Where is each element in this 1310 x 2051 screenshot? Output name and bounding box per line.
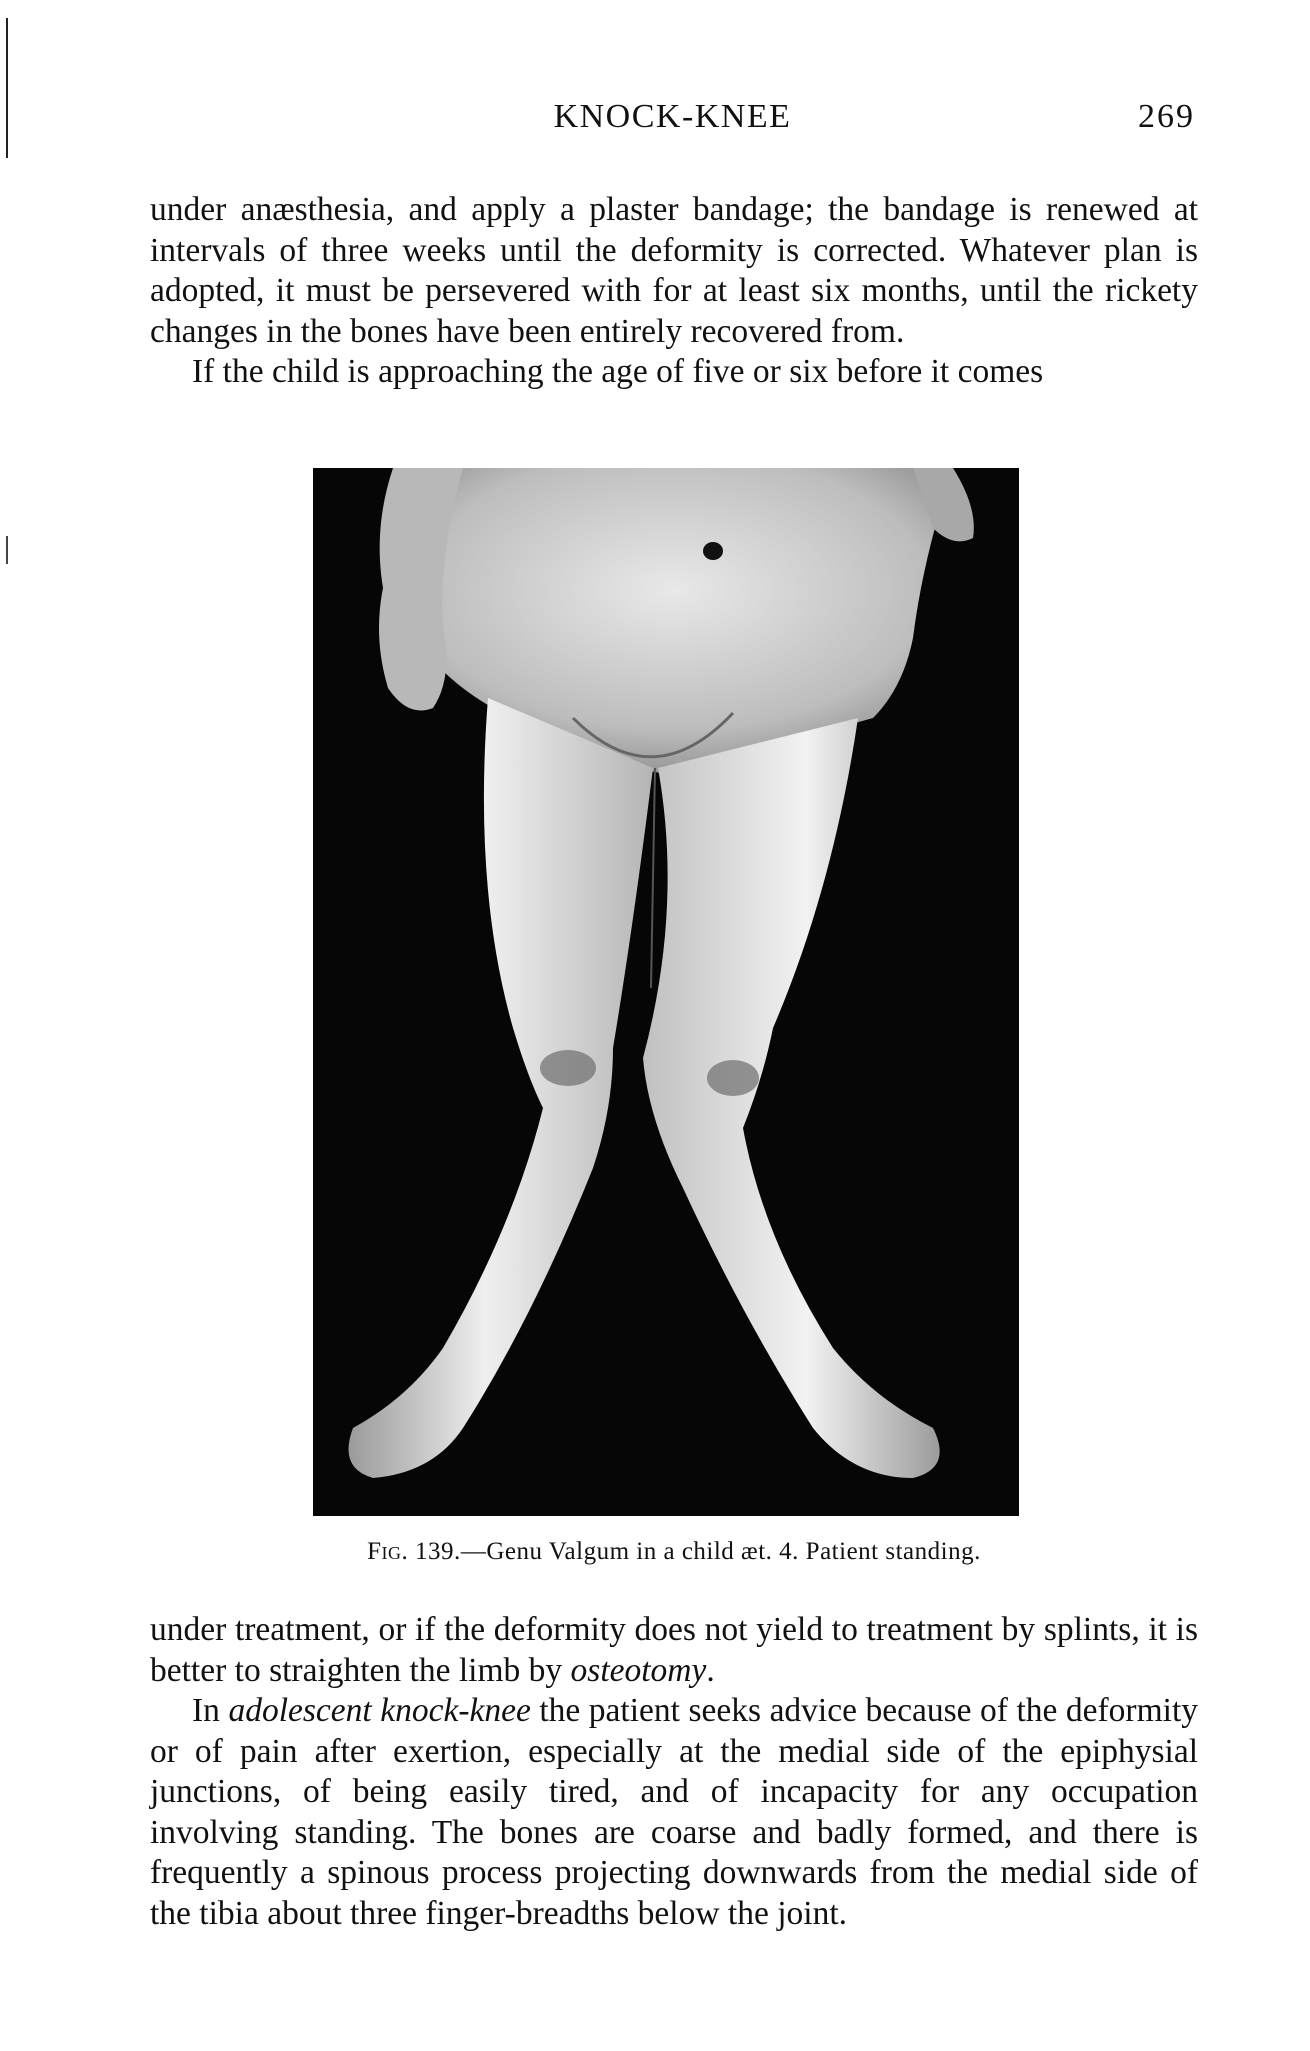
paragraph-child-age: If the child is approaching the age of five or six before it comes	[192, 353, 1044, 390]
navel-mark	[703, 542, 723, 560]
paragraph-continuation: under anæsthesia, and apply a plaster bandage; the bandage is renewed at intervals of three weeks until the deformity is corrected. Whatever plan is adopted, it must be persevered with for at least six months, until the rickety changes in the bones have been entirely recovered from.	[150, 191, 1198, 350]
figure-caption	[150, 1538, 1198, 1566]
genu-valgum-photo	[313, 468, 1019, 1516]
figure-label: Fig. 139.	[367, 1538, 461, 1565]
paragraph-osteotomy	[150, 1610, 1198, 1691]
bottom-text-block	[150, 1610, 1198, 1934]
page-number: 269	[1138, 98, 1195, 135]
running-title: KNOCK-KNEE	[553, 98, 792, 135]
scan-edge-mark	[6, 536, 8, 564]
osteotomy-term: osteotomy	[570, 1651, 707, 1689]
figure-photograph	[313, 468, 1019, 1516]
right-knee-shadow	[707, 1060, 759, 1096]
paragraph-adolescent	[150, 1691, 1198, 1934]
osteotomy-text: under treatment, or if the deformity does not yield to treatment by splints, it is better to straighten the limb by	[150, 1611, 1198, 1689]
adolescent-text: the patient seeks advice because of the deformity or of pain after exertion, especially at the medial side of the epiphysial junctions, of being easily tired, and of incapacity for any occupation involving standing. The bones are coarse and badly formed, and there is frequently a spinous process projecting downwards from the medial side of the tibia about three finger-breadths below the joint.	[150, 1692, 1199, 1932]
osteotomy-end: .	[706, 1651, 715, 1689]
left-knee-shadow	[540, 1050, 596, 1086]
scan-edge-line	[6, 18, 8, 158]
running-head	[150, 98, 1195, 148]
adolescent-intro: In	[192, 1692, 229, 1729]
top-text-block	[150, 190, 1198, 393]
figure-caption-text: —Genu Valgum in a child æt. 4. Patient standing.	[460, 1538, 981, 1565]
adolescent-term: adolescent knock-knee	[228, 1692, 531, 1729]
